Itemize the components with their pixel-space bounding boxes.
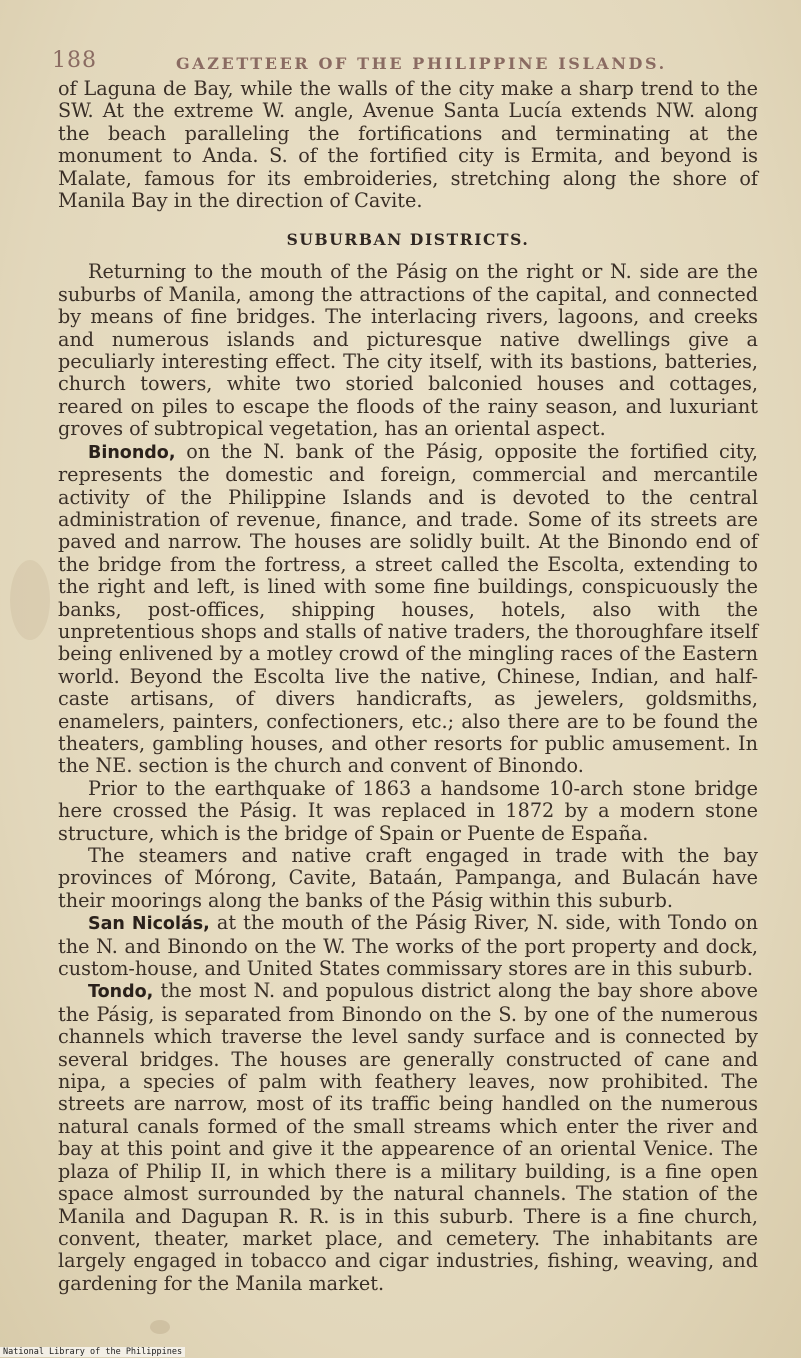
tondo-text: the most N. and populous district along the bay shore above the Pásig, is separated from Binondo on the S. by one of the numerous channels which traverse the level sandy surface and is connected by several bridges. The houses are generally constructed of cane and nipa, a species of palm with feathery leaves, now prohibited. The streets are narrow, most of its traffic being handled on the numerous natural canals formed of the small streams which enter the river and bay at this point and give it the appearence of an oriental Venice. The plaza of Philip II, in which there is a military building, is a fine open space almost surrounded by the natural channels. The station of the Manila and Dagupan R. R. is in this suburb. There is a fine church, convent, theater, market place, and cemetery. The inhabitants are largely engaged in tobacco and cigar industries, fishing, weaving, and gardening for the Manila market. <box>58 979 758 1295</box>
san-nicolas-text: at the mouth of the Pásig River, N. side, with Tondo on the N. and Binondo on the W. The works of the port property and dock, custom-house, and United States commissary stores are in this suburb. <box>58 911 758 981</box>
paragraph-tondo <box>58 980 758 1295</box>
page-number: 188 <box>52 48 97 73</box>
paper-stain <box>150 1320 170 1334</box>
footer-credit: National Library of the Philippines <box>0 1347 185 1357</box>
page-header <box>52 48 758 78</box>
paragraph-san-nicolas <box>58 912 758 980</box>
paragraph-earthquake: Prior to the earthquake of 1863 a handsome 10-arch stone bridge here crossed the Pásig. It was replaced in 1872 by a modern stone structure, which is the bridge of Spain or Puente de España. <box>58 776 758 845</box>
paragraph-steamers: The steamers and native craft engaged in trade with the bay provinces of Mórong, Cavite, Bataán, Pampanga, and Bulacán have their moorings along the banks of the Pásig within this suburb. <box>58 844 758 912</box>
running-title: GAZETTEER OF THE PHILIPPINE ISLANDS. <box>176 54 667 73</box>
binondo-lead: Binondo, <box>88 442 176 463</box>
san-nicolas-lead: San Nicolás, <box>88 914 210 935</box>
paper-stain <box>10 560 50 640</box>
intro-paragraph: of Laguna de Bay, while the walls of the city make a sharp trend to the SW. At the extreme W. angle, Avenue Santa Lucía extends NW. along the beach paralleling the fortifications and terminating at the monument to Anda. S. of the fortified city is Ermita, and beyond is Malate, famous for its embroideries, stretching along the shore of Manila Bay in the direction of Cavite. <box>58 77 758 213</box>
paragraph-suburbs: Returning to the mouth of the Pásig on the right or N. side are the suburbs of Manila, among the attractions of the capital, and connected by means of fine bridges. The interlacing rivers, lagoons, and creeks and numerous islands and picturesque native dwellings give a peculiarly interesting effect. The city itself, with its bastions, batteries, church towers, white two storied balconied houses and cottages, reared on piles to escape the floods of the rainy season, and luxuriant groves of subtropical vegetation, has an oriental aspect. <box>58 260 758 441</box>
book-page <box>52 48 758 1295</box>
paragraph-binondo <box>58 441 758 778</box>
tondo-lead: Tondo, <box>88 982 154 1003</box>
section-heading: SUBURBAN DISTRICTS. <box>286 230 530 250</box>
binondo-text: on the N. bank of the Pásig, opposite the fortified city, represents the domestic and foreign, commercial and mercantile activity of the Philippine Islands and is devoted to the central administration of revenue, finance, and trade. Some of its streets are paved and narrow. The houses are solidly built. At the Binondo end of the bridge from the fortress, a street called the Escolta, extending to the right and left, is lined with some fine buildings, conspicuously the banks, post-offices, shipping houses, hotels, also with the unpretentious shops and stalls of native traders, the thoroughfare itself being enlivened by a motley crowd of the mingling races of the Eastern world. Beyond the Escolta live the native, Chinese, Indian, and half-caste artisans, of divers handicrafts, as jewelers, goldsmiths, enamelers, painters, confectioners, etc.; also there are to be found the theaters, gambling houses, and other resorts for public amusement. In the NE. section is the church and convent of Binondo. <box>58 439 758 778</box>
